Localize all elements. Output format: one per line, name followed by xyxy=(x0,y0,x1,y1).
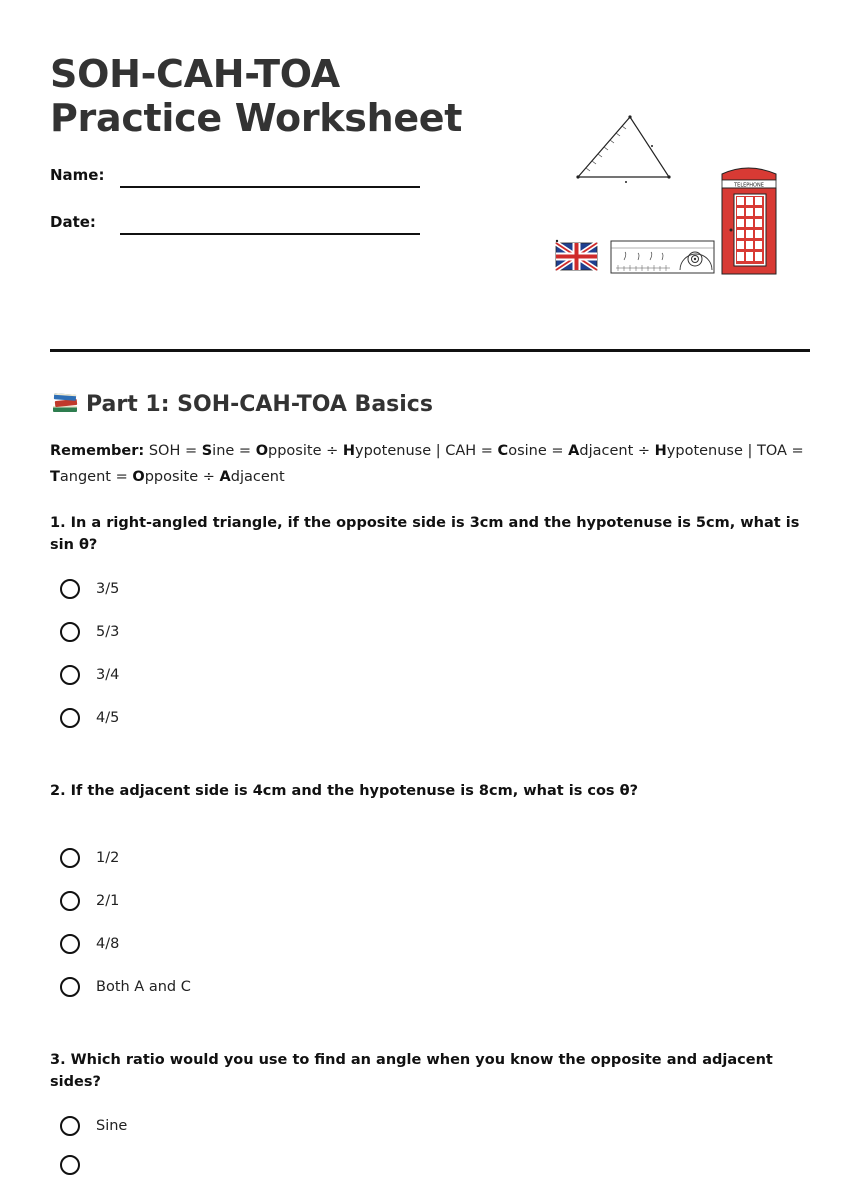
q3-option-b[interactable] xyxy=(60,1152,360,1178)
radio-button[interactable] xyxy=(60,977,80,997)
reminder-text xyxy=(50,438,810,490)
reminder-part: ypotenuse | CAH = xyxy=(355,443,498,459)
reminder-letter: T xyxy=(50,469,60,485)
section-divider xyxy=(50,349,810,352)
option-label: 1/2 xyxy=(96,850,120,866)
question-3: 3. Which ratio would you use to find an angle when you know the opposite and adjacent sides? xyxy=(50,1052,773,1090)
reminder-part: djacent ÷ xyxy=(579,443,655,459)
date-line[interactable] xyxy=(120,233,420,235)
question-1: 1. In a right-angled triangle, if the opposite side is 3cm and the hypotenuse is 5cm, what is sin θ? xyxy=(50,515,800,553)
q1-option-c[interactable] xyxy=(60,662,360,688)
radio-button[interactable] xyxy=(60,708,80,728)
reminder-part: ypotenuse | TOA = xyxy=(666,443,804,459)
reminder-label: Remember: xyxy=(50,443,145,459)
radio-button[interactable] xyxy=(60,1155,80,1175)
radio-button[interactable] xyxy=(60,934,80,954)
uk-flag-icon xyxy=(556,240,597,270)
reminder-letter: H xyxy=(342,443,355,459)
q3-option-a[interactable] xyxy=(60,1113,360,1139)
reminder-letter: A xyxy=(219,469,231,485)
part1-title-text: Part 1: SOH-CAH-TOA Basics xyxy=(86,392,433,417)
option-label: 3/4 xyxy=(96,667,120,683)
reminder-letter: O xyxy=(255,443,269,459)
option-label: Both A and C xyxy=(96,979,191,995)
date-label: Date: xyxy=(50,213,96,231)
q1-option-d[interactable] xyxy=(60,705,360,731)
option-label: 3/5 xyxy=(96,581,120,597)
books-icon xyxy=(50,388,80,416)
telephone-box-icon xyxy=(722,168,776,274)
name-label: Name: xyxy=(50,166,105,184)
option-label: 4/8 xyxy=(96,936,120,952)
reminder-part: angent = xyxy=(59,469,133,485)
q2-option-c[interactable] xyxy=(60,931,360,957)
reminder-letter: C xyxy=(497,443,509,459)
q1-option-b[interactable] xyxy=(60,619,360,645)
reminder-letter: A xyxy=(568,443,580,459)
option-label: 5/3 xyxy=(96,624,120,640)
reminder-letter: S xyxy=(201,443,213,459)
radio-button[interactable] xyxy=(60,891,80,911)
reminder-part: ine = xyxy=(212,443,256,459)
name-field[interactable] xyxy=(50,166,420,196)
radio-button[interactable] xyxy=(60,622,80,642)
part1-title xyxy=(50,388,433,421)
q2-option-d[interactable] xyxy=(60,974,360,1000)
reminder-part: pposite ÷ xyxy=(268,443,343,459)
q1-option-a[interactable] xyxy=(60,576,360,602)
reminder-letter: O xyxy=(132,469,145,485)
ruler-icon xyxy=(611,241,714,273)
reminder-part: pposite ÷ xyxy=(144,469,220,485)
option-label: 2/1 xyxy=(96,893,120,909)
q2-option-a[interactable] xyxy=(60,845,360,871)
reminder-letter: H xyxy=(654,443,667,459)
reminder-part: SOH = xyxy=(148,443,202,459)
question-2: 2. If the adjacent side is 4cm and the hypotenuse is 8cm, what is cos θ? xyxy=(50,783,638,799)
option-label: Sine xyxy=(96,1118,128,1134)
radio-button[interactable] xyxy=(60,579,80,599)
triangle-icon xyxy=(576,115,670,183)
name-line[interactable] xyxy=(120,186,420,188)
q2-option-b[interactable] xyxy=(60,888,360,914)
radio-button[interactable] xyxy=(60,1116,80,1136)
svg-text:TELEPHONE: TELEPHONE xyxy=(734,182,764,189)
radio-button[interactable] xyxy=(60,665,80,685)
reminder-part: djacent xyxy=(230,469,285,485)
header-illustration xyxy=(550,110,790,285)
option-label: 4/5 xyxy=(96,710,120,726)
radio-button[interactable] xyxy=(60,848,80,868)
reminder-part: osine = xyxy=(508,443,569,459)
date-field[interactable] xyxy=(50,213,420,243)
page-title: SOH-CAH-TOA Practice Worksheet xyxy=(50,52,463,140)
